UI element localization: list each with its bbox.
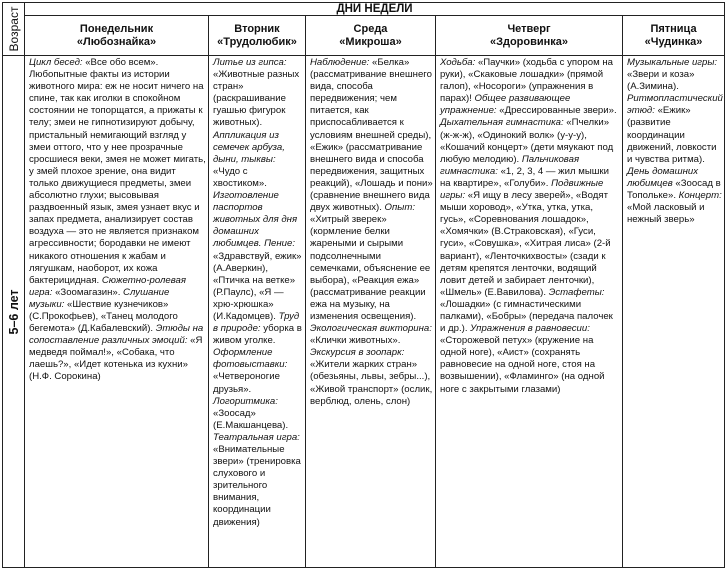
day-name: Вторник <box>234 23 280 35</box>
activity-text: «Я медведя поймал!», «Собака, что лаешь?», «Идет котенька из кухни» (Н.Ф. Сорокина) <box>29 335 203 383</box>
activity-heading: Опыт: <box>384 202 416 214</box>
day-header-thursday <box>436 16 623 56</box>
activity-text: «Клички животных». <box>310 335 401 347</box>
day-header-friday <box>623 16 725 56</box>
activity-text: «Шествие кузнечиков» (С.Прокофьев), «Танец молодого бегемота» (Д.Кабалевский). <box>29 298 178 335</box>
activity-heading: Аппликация из семечек арбуза, дыни, тыквы: <box>213 129 285 165</box>
activity-heading: Труд в природе: <box>213 310 300 335</box>
day-header-monday <box>25 16 209 56</box>
activity-heading: Цикл бесед: <box>29 57 83 68</box>
activity-text: «Зоомагазин». <box>52 286 124 298</box>
activity-heading: Подвижные игры: <box>440 177 604 202</box>
thursday-activities-cell <box>436 56 623 568</box>
activity-heading: Общее развивающее упражнение: <box>440 93 571 117</box>
day-name: Среда <box>353 23 388 35</box>
wednesday-activities-cell <box>306 56 436 568</box>
activity-heading: Оформление фотовыставки: <box>213 347 288 371</box>
activity-text: «Жители жарких стран» (обезьяны, львы, зебры...), «Живой транспорт» (ослик, верблюд, олень, слон) <box>310 359 433 407</box>
activity-heading: Слушание музыки: <box>29 286 170 310</box>
activity-text: «Дрессированные звери». <box>496 105 617 117</box>
activity-heading: Упражнения в равновесии: <box>470 323 590 335</box>
activity-text: «Зоосад» (Е.Макшанцева). <box>213 407 289 431</box>
activity-text: «Ежик» (развитие координации движений, ловкости и чувства ритма). <box>627 105 717 165</box>
age-group-cell <box>3 56 25 568</box>
activity-text: «Зоосад в Топольке». <box>627 177 721 202</box>
activity-text: «Животные разных стран» (раскрашивание гуашью фигурок животных). <box>213 69 300 129</box>
activity-heading: Дыхательная гимнастика: <box>440 117 564 129</box>
day-theme: «Чудинка» <box>644 35 703 48</box>
age-column-header <box>3 3 25 56</box>
activity-text: «Лошадки» (с гимнастическими палками), «Бобры» (передача палочек и др.). <box>440 298 613 335</box>
day-name: Понедельник <box>79 23 154 35</box>
age-group-label: 5–6 лет <box>6 288 21 335</box>
activity-heading: Экологическая викторина: <box>310 323 432 335</box>
tuesday-activities-cell <box>209 56 306 568</box>
activity-heading: Ритмопластический этюд: <box>627 93 723 117</box>
activity-heading: Литье из гипса: <box>213 57 287 68</box>
activity-heading: Изготовление паспортов животных для дня домашних любимцев. Пение: <box>213 190 298 250</box>
day-name: Четверг <box>507 23 551 35</box>
activity-text: «Чудо с хвостиком». <box>213 165 267 189</box>
activity-heading: Пальчиковая гимнастика: <box>440 153 580 177</box>
activity-text: «Я ищу в лесу зверей», «Водят мыши хоровод», «Утка, утка, утка, гусь», «Соревнования лошадок», «Хомячки» (В.Страковская), «Гуси, гуси», «Совушка», «Хитрая лиса» (2-й вариант), «Ленточкихвосты» (сзади к детям крепятся ленточки, водящий ловит детей и забирает ленточки), «Шмель» (Е.Вавилова). <box>440 190 611 298</box>
activity-heading: Этюды на сопоставление различных эмоций: <box>29 323 204 347</box>
friday-activities-cell <box>623 56 725 568</box>
activity-heading: Театральная игра: <box>213 431 300 443</box>
day-header-tuesday <box>209 16 306 56</box>
day-theme: «Любознайка» <box>76 35 157 48</box>
activity-text: «Внимательные звери» (тренировка слухового и зрительного внимания, координации движения) <box>213 444 301 528</box>
activity-heading: Наблюдение: <box>310 57 370 68</box>
activity-text: «Паучки» (ходьба с упором на руки), «Скаковые лошадки» (прямой галоп), «Носороги» (упражнения в парах)! <box>440 57 613 105</box>
activity-text: «Здравствуй, ежик» (А.Аверкин), «Птичка на ветке» (Р.Паулс), «Я — хрю-хрюшка» (И.Кадомцев). <box>213 250 302 322</box>
activity-text: «Сторожевой петух» (кружение на одной ноге), «Аист» (сохранять равновесие на одной ноге, стоя на возвышении), «Фламинго» (на одной ноге с закрытыми глазами) <box>440 335 605 395</box>
activity-text: уборка в живом уголке. <box>213 323 302 347</box>
activity-text: «Четвероногие друзья». <box>213 371 280 395</box>
activity-text: «Мой ласковый и нежный зверь» <box>627 202 705 226</box>
activity-text: «Звери и коза» (А.Зимина). <box>627 69 695 93</box>
activity-heading: Сюжетно-ролевая игра: <box>29 274 186 298</box>
activity-heading: Музыкальные игры: <box>627 57 718 68</box>
activity-text: «Хитрый зверек» (кормление белки жареными и сырыми подсолнечными семечками, объяснение ее выбора), «Реакция ежа» (рассматривание реакции ежа на музыку, на изменения освещения). <box>310 214 431 322</box>
age-header-label: Возраст <box>6 6 21 52</box>
day-name: Пятница <box>650 23 697 35</box>
activity-text: «Все обо всем». Любопытные факты из истории животного мира: еж не носит ничего на спине, так как иголки в спокойном состоянии не топорщатся, а прижаты к телу; змеи не гипнотизируют добычу, пристальный немигающий взгляд у змеи оттого, что у нее прозрачные сросшиеся веки, змея не может мигать, у змей плохое зрение, она видит только движущиеся предметы, змеи абсолютно глухи; высовывая раздвоенный язык, змея узнает вкус и запах предмета, анализирует состав воздуха — это не является признаком агрессивности; бородавки не имеют никакого отношения к жабам и лягушкам, наоборот, их кожа бактерицидная. <box>29 57 206 286</box>
activity-text: «1, 2, 3, 4 — жил мышки на квартире», «Голуби». <box>440 165 609 189</box>
day-theme: «Трудолюбик» <box>217 35 297 48</box>
activity-heading: Логоритмика: <box>213 395 278 407</box>
activity-heading: Концерт: <box>678 190 722 202</box>
monday-activities-cell <box>25 56 209 568</box>
days-of-week-title: ДНИ НЕДЕЛИ <box>25 3 725 16</box>
weekly-schedule-table <box>2 2 725 568</box>
activity-heading: Ходьба: <box>440 57 476 68</box>
day-theme: «Здоровинка» <box>489 35 569 48</box>
activity-text: «Пчелки» (ж-ж-ж), «Одинокий волк» (у-у-у), «Кошачий концерт» (дети мяукают под любую мелодию). <box>440 117 614 165</box>
day-theme: «Микроша» <box>339 35 402 48</box>
activity-text: «Белка» (рассматривание внешнего вида, способа передвижения; чем питается, как приспосабливается к условиям внешней среды), «Ежик» (рассматривание внешнего вида и способа передвижения, защитных реакций), «Лошадь и пони» (сравнение внешнего вида двух животных). <box>310 57 433 214</box>
activity-heading: Эстафеты: <box>548 286 605 298</box>
activity-heading: Экскурсия в зоопарк: <box>310 347 405 359</box>
day-header-wednesday <box>306 16 436 56</box>
activity-heading: День домашних любимцев <box>627 165 699 189</box>
